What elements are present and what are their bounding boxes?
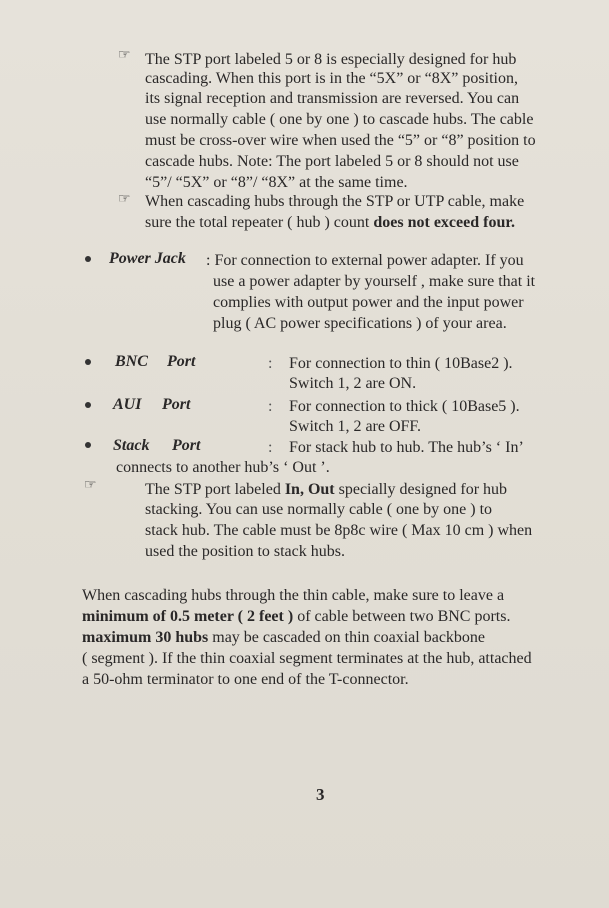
bnc-port-term: Port (167, 353, 196, 370)
stack-note-text: specially designed for hub (334, 481, 508, 498)
stp-note-line: “5”/ “5X” or “8”/ “8X” at the same time. (145, 174, 408, 191)
stack-note-emphasis: In, Out (284, 481, 335, 498)
thin-cable-emphasis: maximum 30 hubs (82, 629, 209, 646)
power-jack-line: use a power adapter by yourself , make sure that it (213, 273, 536, 290)
thin-cable-text: may be cascaded on thin coaxial backbone (208, 629, 486, 646)
bnc-port-line: Switch 1, 2 are ON. (289, 375, 417, 392)
stp-note-line: cascade hubs. Note: The port labeled 5 or 8 should not use (145, 153, 519, 170)
power-jack-line: complies with output power and the input power (213, 294, 524, 311)
repeater-note-line (145, 213, 515, 233)
power-jack-line: plug ( AC power specifications ) of your area. (213, 315, 507, 332)
bnc-port-line: For connection to thin ( 10Base2 ). (289, 355, 513, 372)
thin-cable-line: ( segment ). If the thin coaxial segment terminates at the hub, attached (82, 650, 532, 667)
stack-note-line (145, 480, 507, 500)
bnc-port-term: BNC (115, 353, 148, 370)
stp-note-line: The STP port labeled 5 or 8 is especially designed for hub (145, 51, 517, 68)
thin-cable-emphasis: minimum of 0.5 meter ( 2 feet ) (82, 608, 294, 625)
aui-port-line: For connection to thick ( 10Base5 ). (289, 398, 520, 415)
stp-note-line: cascading. When this port is in the “5X” or “8X” position, (145, 70, 518, 87)
bullet-dot-icon (85, 442, 91, 448)
stack-port-colon: : (268, 439, 273, 456)
stp-note-line: must be cross-over wire when used the “5” or “8” position to (145, 132, 536, 149)
stack-port-line: connects to another hub’s ‘ Out ’. (116, 459, 330, 476)
pointing-hand-icon: ☞ (84, 478, 97, 493)
aui-port-term: AUI (113, 396, 142, 413)
stack-port-term: Stack (113, 437, 150, 454)
stack-note-line: stacking. You can use normally cable ( one by one ) to (145, 501, 493, 518)
thin-cable-line: a 50-ohm terminator to one end of the T-connector. (82, 671, 409, 688)
repeater-note-line: When cascading hubs through the STP or UTP cable, make (145, 193, 525, 210)
stack-note-text: The STP port labeled (145, 481, 285, 498)
pointing-hand-icon: ☞ (118, 192, 131, 207)
bullet-dot-icon (85, 359, 91, 365)
bullet-dot-icon (85, 256, 91, 262)
stp-note-line: its signal reception and transmission are reversed. You can (145, 90, 520, 107)
thin-cable-line: When cascading hubs through the thin cable, make sure to leave a (82, 587, 505, 604)
power-jack-line: : For connection to external power adapter. If you (206, 252, 524, 269)
repeater-note-emphasis: does not exceed four. (373, 214, 515, 231)
thin-cable-text: of cable between two BNC ports. (293, 608, 511, 625)
repeater-note-text: sure the total repeater ( hub ) count (145, 214, 374, 231)
stack-port-line: For stack hub to hub. The hub’s ‘ In’ (289, 439, 524, 456)
bnc-port-colon: : (268, 355, 273, 372)
pointing-hand-icon: ☞ (118, 48, 131, 63)
stack-port-term: Port (172, 437, 201, 454)
stack-note-line: stack hub. The cable must be 8p8c wire ( Max 10 cm ) when (145, 522, 533, 539)
aui-port-term: Port (162, 396, 191, 413)
aui-port-line: Switch 1, 2 are OFF. (289, 418, 422, 435)
stp-note-line: use normally cable ( one by one ) to cascade hubs. The cable (145, 111, 534, 128)
power-jack-term: Power Jack (109, 250, 186, 267)
thin-cable-line (82, 628, 485, 648)
bullet-dot-icon (85, 402, 91, 408)
page-number: 3 (316, 785, 325, 804)
stack-note-line: used the position to stack hubs. (145, 543, 345, 560)
thin-cable-line (82, 607, 510, 627)
aui-port-colon: : (268, 398, 273, 415)
